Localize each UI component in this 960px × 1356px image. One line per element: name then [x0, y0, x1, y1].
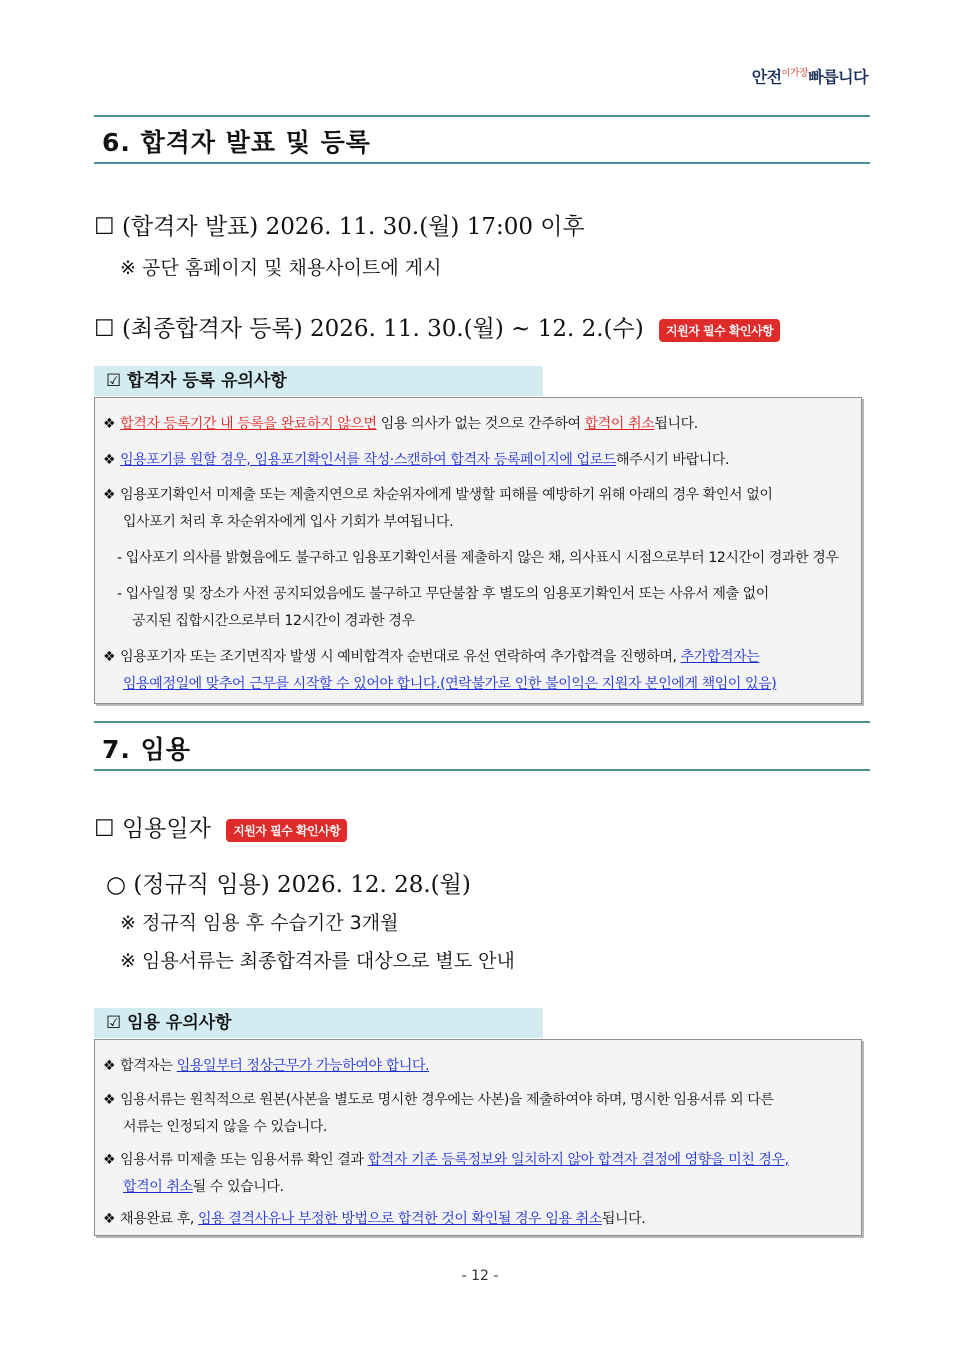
- list-item: ❖ 임용서류 미제출 또는 임용서류 확인 결과 합격자 기존 등록정보와 일치하지 않아 합격자 결정에 영향을 미친 경우, 합격이 취소될 수 있습니다.: [103, 1152, 789, 1195]
- list-item: ❖ 임용서류는 원칙적으로 원본(사본을 별도로 명시한 경우에는 사본)을 제출하여야 하며, 명시한 임용서류 외 다른 서류는 인정되지 않을 수 있습니다.: [103, 1092, 774, 1135]
- list-item: ❖ 합격자 등록기간 내 등록을 완료하지 않으면 임용 의사가 없는 것으로 간주하여 합격이 취소됩니다.: [103, 416, 698, 432]
- checkbox-icon: ☐: [94, 816, 115, 842]
- announce-line: [94, 208, 585, 241]
- section6-title: 6. 합격자 발표 및 등록: [102, 128, 371, 157]
- header-logo: 안전$^{이가장}$빠릅니다: [751, 67, 868, 87]
- registration-notes-header: ☑ 합격자 등록 유의사항: [94, 366, 543, 396]
- checkbox-icon: ☐: [94, 316, 115, 342]
- required-badge: 지원자 필수 확인사항: [226, 819, 347, 842]
- regular-appointment-line: ○ (정규직 임용) 2026. 12. 28.(월): [106, 872, 471, 898]
- list-item: ❖ 임용포기확인서 미제출 또는 제출지연으로 차순위자에게 발생할 피해를 예방하기 위해 아래의 경우 확인서 없이 입사포기 처리 후 차순위자에게 입사 기회가 부여됩니다.: [103, 487, 773, 530]
- page-number: - 12 -: [461, 1268, 499, 1284]
- list-item: ❖ 임용포기를 원할 경우, 임용포기확인서를 작성·스캔하여 합격자 등록페이지에 업로드해주시기 바랍니다.: [103, 452, 730, 468]
- probation-note: ※ 정규직 임용 후 수습기간 3개월: [120, 912, 399, 934]
- diamond-bullet-icon: ❖: [103, 487, 116, 503]
- section6-bottom-rule: [94, 162, 870, 164]
- appointment-date-line: [94, 810, 347, 843]
- announce-text: (합격자 발표) 2026. 11. 30.(월) 17:00 이후: [121, 214, 585, 240]
- section6-top-rule: [94, 115, 870, 117]
- section7-top-rule: [94, 721, 870, 723]
- list-item: ❖ 임용포기자 또는 조기면직자 발생 시 예비합격자 순번대로 유선 연락하여 추가합격을 진행하며, 추가합격자는 임용예정일에 맞추어 근무를 시작할 수 있어야 합니다.(연락불가로 인한 불이익은 지원자 본인에게 책임이 있음): [103, 649, 777, 692]
- list-item: - 입사포기 의사를 밝혔음에도 불구하고 임용포기확인서를 제출하지 않은 채, 의사표시 시점으로부터 12시간이 경과한 경우: [117, 550, 839, 566]
- appointment-date-text: 임용일자: [121, 816, 211, 842]
- register-line: [94, 310, 780, 343]
- diamond-bullet-icon: ❖: [103, 1058, 116, 1074]
- registration-notes-box: [94, 397, 862, 704]
- announce-note: ※ 공단 홈페이지 및 채용사이트에 게시: [120, 257, 442, 279]
- documents-note: ※ 임용서류는 최종합격자를 대상으로 별도 안내: [120, 950, 515, 972]
- section7-title: 7. 임용: [102, 735, 191, 764]
- list-item: ❖ 채용완료 후, 임용 결격사유나 부정한 방법으로 합격한 것이 확인될 경우 임용 취소됩니다.: [103, 1211, 646, 1227]
- diamond-bullet-icon: ❖: [103, 416, 116, 432]
- diamond-bullet-icon: ❖: [103, 1211, 116, 1227]
- checkbox-icon: ☐: [94, 214, 115, 240]
- diamond-bullet-icon: ❖: [103, 1092, 116, 1108]
- diamond-bullet-icon: ❖: [103, 452, 116, 468]
- section7-bottom-rule: [94, 769, 870, 771]
- diamond-bullet-icon: ❖: [103, 1152, 116, 1168]
- list-item: ❖ 합격자는 임용일부터 정상근무가 가능하여야 합니다.: [103, 1058, 430, 1074]
- appointment-notes-box: [94, 1039, 862, 1236]
- diamond-bullet-icon: ❖: [103, 649, 116, 665]
- list-item: - 입사일정 및 장소가 사전 공지되었음에도 불구하고 무단불참 후 별도의 임용포기확인서 또는 사유서 제출 없이 공지된 집합시간으로부터 12시간이 경과한 경우: [117, 586, 769, 629]
- appointment-notes-header: ☑ 임용 유의사항: [94, 1008, 543, 1038]
- register-text: (최종합격자 등록) 2026. 11. 30.(월) ~ 12. 2.(수): [121, 316, 644, 342]
- required-badge: 지원자 필수 확인사항: [659, 319, 780, 342]
